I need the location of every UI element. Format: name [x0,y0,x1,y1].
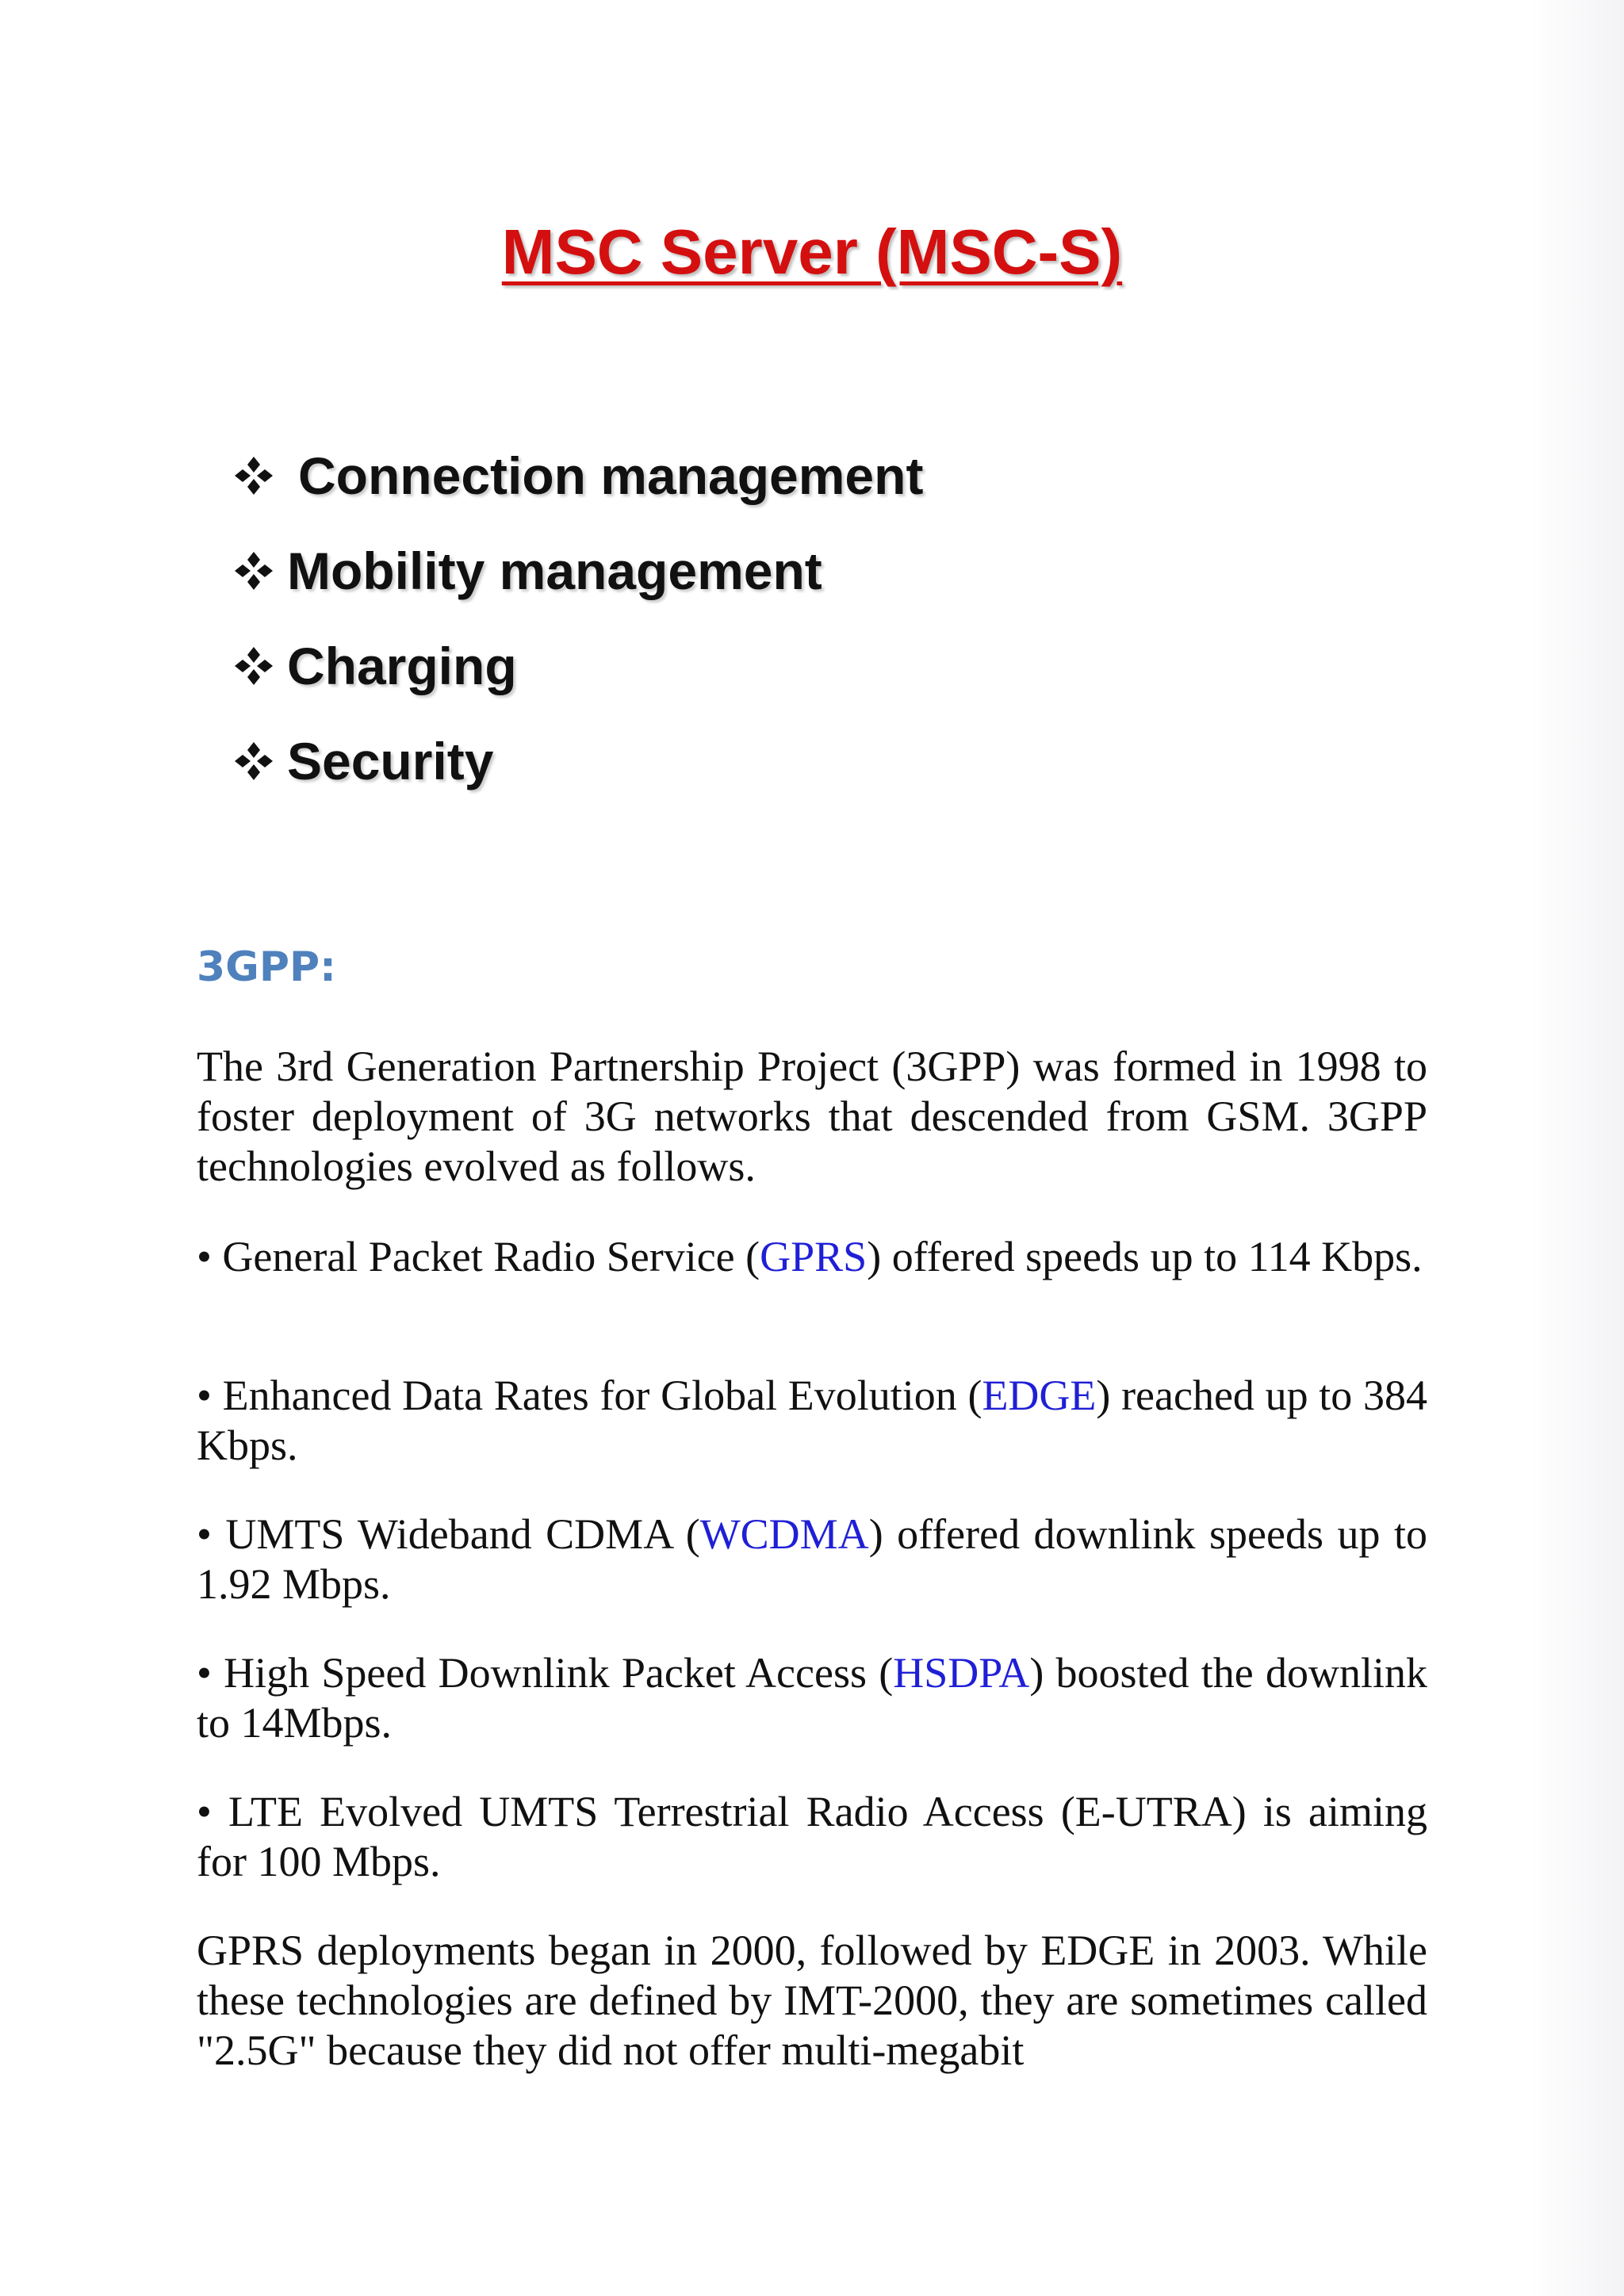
paragraph-text: ) offered downlink speeds up to 1.92 Mbps. [197,1510,1427,1608]
list-item [232,714,923,809]
page-edge-shade [1529,0,1624,2296]
paragraph-text: ) reached up to 384 Kbps. [197,1372,1427,1469]
wcdma-link[interactable]: WCDMA [699,1510,869,1558]
list-item [232,428,923,523]
paragraph-hsdpa [197,1648,1427,1748]
list-item-label: Mobility management [287,541,822,600]
diamond-bullet-icon [232,549,276,593]
feature-list [232,428,923,809]
slide-title: MSC Server (MSC-S) [501,216,1123,287]
list-item-label: Charging [287,637,517,695]
paragraph-intro: The 3rd Generation Partnership Project (3GPP) was formed in 1998 to foster deployment of 3G networks that descended from GSM. 3GPP technologies evolved as follows. [197,1043,1427,1190]
edge-link[interactable]: EDGE [982,1372,1097,1419]
paragraph-edge [197,1371,1427,1471]
paragraph-wcdma [197,1510,1427,1609]
paragraph-gprs [197,1232,1427,1282]
paragraph-text: • Enhanced Data Rates for Global Evolution ( [197,1372,982,1419]
paragraph-text: ) offered speeds up to 114 Kbps. [867,1233,1423,1280]
list-item [232,618,923,714]
diamond-bullet-icon [232,644,276,688]
list-item-label: Connection management [298,446,924,505]
gprs-link[interactable]: GPRS [760,1233,868,1280]
paragraph-text: • General Packet Radio Service ( [197,1233,760,1280]
paragraph-text: • UMTS Wideband CDMA ( [197,1510,700,1558]
diamond-bullet-icon [232,453,276,498]
section-heading-3gpp: 3GPP: [197,943,336,991]
list-item-label: Security [287,732,494,790]
paragraph-text: ) boosted the downlink to 14Mbps. [197,1649,1427,1747]
diamond-bullet-icon [232,739,276,783]
list-item [232,523,923,618]
paragraph-deployments: GPRS deployments began in 2000, followed by EDGE in 2003. While these technologies are defined by IMT-2000, they are sometimes called "2.5G" because they did not offer multi-megabit [197,1927,1427,2074]
paragraph-text: • High Speed Downlink Packet Access ( [197,1649,894,1697]
hsdpa-link[interactable]: HSDPA [893,1649,1030,1697]
paragraph-lte: • LTE Evolved UMTS Terrestrial Radio Access (E-UTRA) is aiming for 100 Mbps. [197,1788,1427,1885]
